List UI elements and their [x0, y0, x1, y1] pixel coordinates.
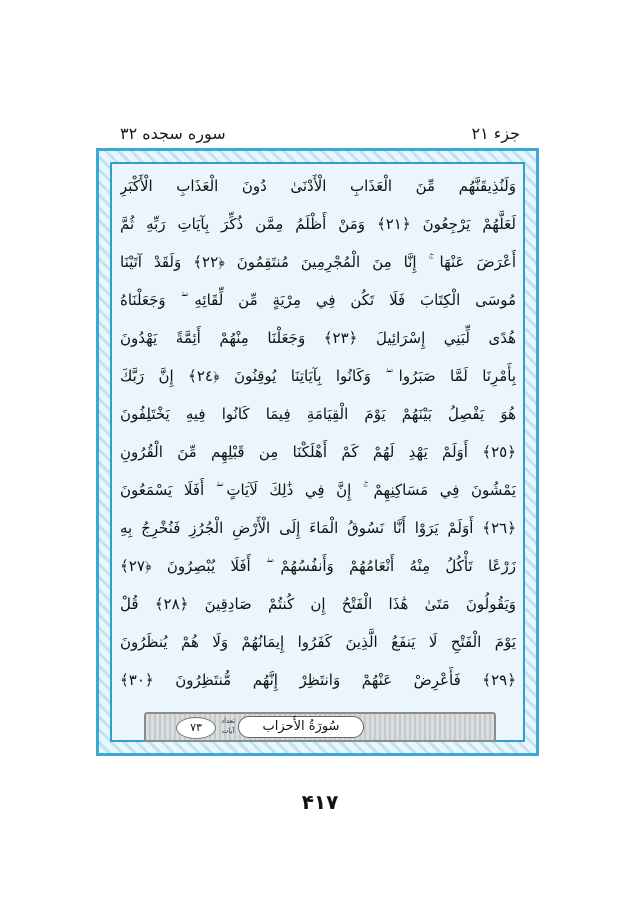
verse-line: أَعْرَضَ عَنْهَا ۚ إِنَّا مِنَ الْمُجْرِمِينَ مُنتَقِمُونَ ﴿٢٢﴾ وَلَقَدْ آتَيْنَا — [120, 253, 516, 271]
verse-line: وَيَقُولُونَ مَتَىٰ هَٰذَا الْفَتْحُ إِن كُنتُمْ صَادِقِينَ ﴿٢٨﴾ قُلْ — [120, 595, 516, 613]
verse-line: زَرْعًا تَأْكُلُ مِنْهُ أَنْعَامُهُمْ وَأَنفُسُهُمْ ۖ أَفَلَا يُبْصِرُونَ ﴿٢٧﴾ — [120, 557, 516, 575]
page-number: ۴۱۷ — [301, 790, 339, 814]
verse-line: هُوَ يَفْصِلُ بَيْنَهُمْ يَوْمَ الْقِيَامَةِ فِيمَا كَانُوا فِيهِ يَخْتَلِفُونَ — [120, 405, 516, 423]
verse-line: يَوْمَ الْفَتْحِ لَا يَنفَعُ الَّذِينَ كَفَرُوا إِيمَانُهُمْ وَلَا هُمْ يُنظَرُونَ — [120, 633, 516, 651]
page-header — [120, 124, 520, 148]
surah-label: سوره سجده ۳۲ — [120, 124, 226, 143]
verse-line: هُدًى لِّبَنِي إِسْرَائِيلَ ﴿٢٣﴾ وَجَعَلْنَا مِنْهُمْ أَئِمَّةً يَهْدُونَ — [120, 329, 516, 347]
ayah-count-label: تعداد آیات — [220, 717, 236, 735]
verse-line: ﴿٢٩﴾ فَأَعْرِضْ عَنْهُمْ وَانتَظِرْ إِنَّهُم مُّنتَظِرُونَ ﴿٣٠﴾ — [120, 671, 516, 689]
verse-line: ﴿٢٥﴾ أَوَلَمْ يَهْدِ لَهُمْ كَمْ أَهْلَكْنَا مِن قَبْلِهِم مِّنَ الْقُرُونِ — [120, 443, 516, 461]
verse-line: لَعَلَّهُمْ يَرْجِعُونَ ﴿٢١﴾ وَمَنْ أَظْلَمُ مِمَّن ذُكِّرَ بِآيَاتِ رَبِّهِ ثُمَّ — [120, 215, 516, 233]
verse-line: مُوسَى الْكِتَابَ فَلَا تَكُن فِي مِرْيَةٍ مِّن لِّقَائِهِ ۖ وَجَعَلْنَاهُ — [120, 291, 516, 309]
verse-line: وَلَنُذِيقَنَّهُم مِّنَ الْعَذَابِ الْأَدْنَىٰ دُونَ الْعَذَابِ الْأَكْبَرِ — [120, 177, 516, 195]
verse-line: ﴿٢٦﴾ أَوَلَمْ يَرَوْا أَنَّا نَسُوقُ الْمَاءَ إِلَى الْأَرْضِ الْجُرُزِ فَنُخْرِجُ بِهِ — [120, 519, 516, 537]
verse-line: يَمْشُونَ فِي مَسَاكِنِهِمْ ۚ إِنَّ فِي ذَٰلِكَ لَآيَاتٍ ۖ أَفَلَا يَسْمَعُونَ — [120, 481, 516, 499]
next-surah-title: سُورَةُ الأَحزاب — [238, 716, 364, 738]
juz-label: جزء ۲۱ — [471, 124, 520, 143]
verse-text-block — [120, 168, 516, 708]
verse-line: بِأَمْرِنَا لَمَّا صَبَرُوا ۖ وَكَانُوا بِآيَاتِنَا يُوقِنُونَ ﴿٢٤﴾ إِنَّ رَبَّكَ — [120, 367, 516, 385]
ayah-count-badge: ۷۳ — [176, 717, 216, 739]
